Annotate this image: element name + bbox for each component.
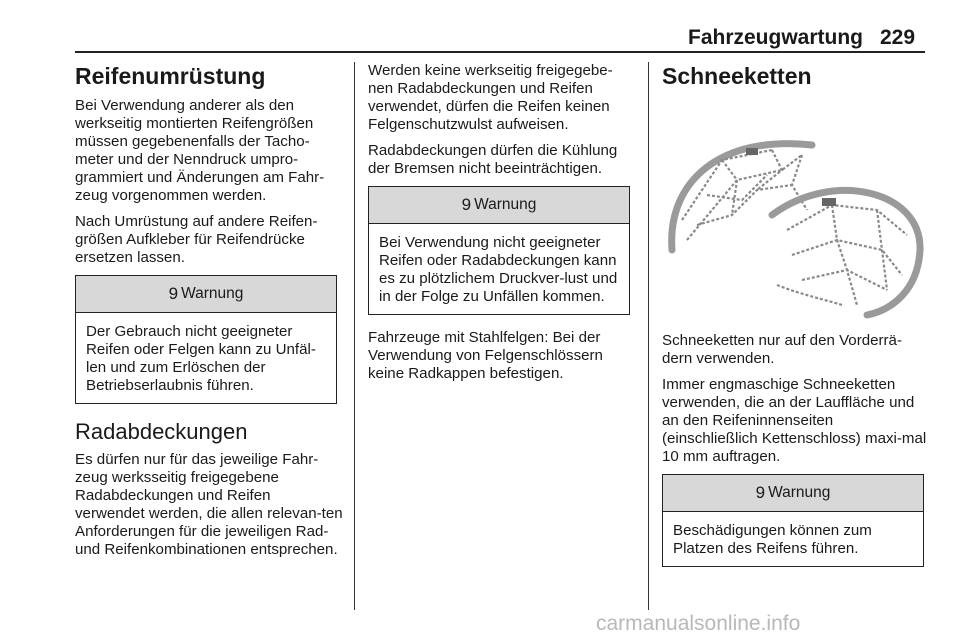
warning-box (662, 474, 924, 567)
paragraph: Immer engmaschige Schneeketten verwenden, die an der Lauffläche und an den Reifeninnenseiten (einschließlich Kettenschloss) maxi-mal 10 mm auftragen. (662, 376, 927, 465)
warning-text: Der Gebrauch nicht geeigneter Reifen oder Felgen kann zu Unfäl-len und zum Erlöschen der Betriebserlaubnis führen. (86, 323, 316, 394)
warning-title: Warnung (474, 196, 537, 213)
warning-title: Warnung (768, 484, 831, 501)
warning-header (76, 276, 336, 313)
paragraph: Fahrzeuge mit Stahlfelgen: Bei der Verwendung von Felgenschlössern keine Radkappen befestigen. (368, 329, 603, 382)
paragraph: Bei Verwendung anderer als den werkseitig montierten Reifengrößen müssen gegebenenfalls der Tacho-meter und der Nenndruck umpro-grammiert und Änderungen am Fahr-zeug vorgenommen werden. (75, 97, 325, 204)
heading-reifenumruestung: Reifenumrüstung (75, 63, 266, 89)
warning-icon: 9 (168, 284, 179, 303)
warning-text: Bei Verwendung nicht geeigneter Reifen oder Radabdeckungen kann es zu plötzlichem Druckver-lust und in der Folge zu Unfällen kommen. (379, 234, 618, 305)
watermark: carmanualsonline.info (596, 612, 801, 635)
warning-text: Beschädigungen können zum Platzen des Reifens führen. (673, 522, 872, 557)
column-1 (75, 62, 343, 567)
column-2 (368, 62, 636, 391)
warning-title: Warnung (181, 285, 244, 302)
paragraph: Radabdeckungen dürfen die Kühlung der Bremsen nicht beeinträchtigen. (368, 142, 618, 177)
paragraph: Schneeketten nur auf den Vorderrä-dern verwenden. (662, 332, 902, 367)
warning-box (368, 186, 630, 315)
header-title: Fahrzeugwartung (688, 26, 864, 49)
warning-icon: 9 (755, 483, 766, 502)
heading-radabdeckungen: Radabdeckungen (75, 419, 248, 444)
paragraph: Es dürfen nur für das jeweilige Fahr-zeug werksseitig freigegebene Radabdeckungen und Reifen verwendet werden, die allen relevan-ten Anforderungen für die jeweiligen Rad- und Reifenkombinationen entsprechen. (75, 451, 343, 558)
column-divider-2 (648, 62, 649, 610)
heading-schneeketten: Schneeketten (662, 63, 812, 89)
page-number: 229 (880, 26, 916, 49)
header-rule (75, 51, 925, 53)
column-divider-1 (354, 62, 355, 610)
paragraph: Werden keine werkseitig freigegebe-nen Radabdeckungen und Reifen verwendet, dürfen die Reifen keinen Felgenschutzwulst aufweisen. (368, 62, 613, 133)
warning-icon: 9 (461, 195, 472, 214)
column-3 (662, 62, 930, 581)
snow-chain-illustration (662, 100, 930, 320)
warning-header (663, 475, 923, 512)
warning-box (75, 275, 337, 404)
paragraph: Nach Umrüstung auf andere Reifen-größen Aufkleber für Reifendrücke ersetzen lassen. (75, 213, 318, 266)
warning-header (369, 187, 629, 224)
